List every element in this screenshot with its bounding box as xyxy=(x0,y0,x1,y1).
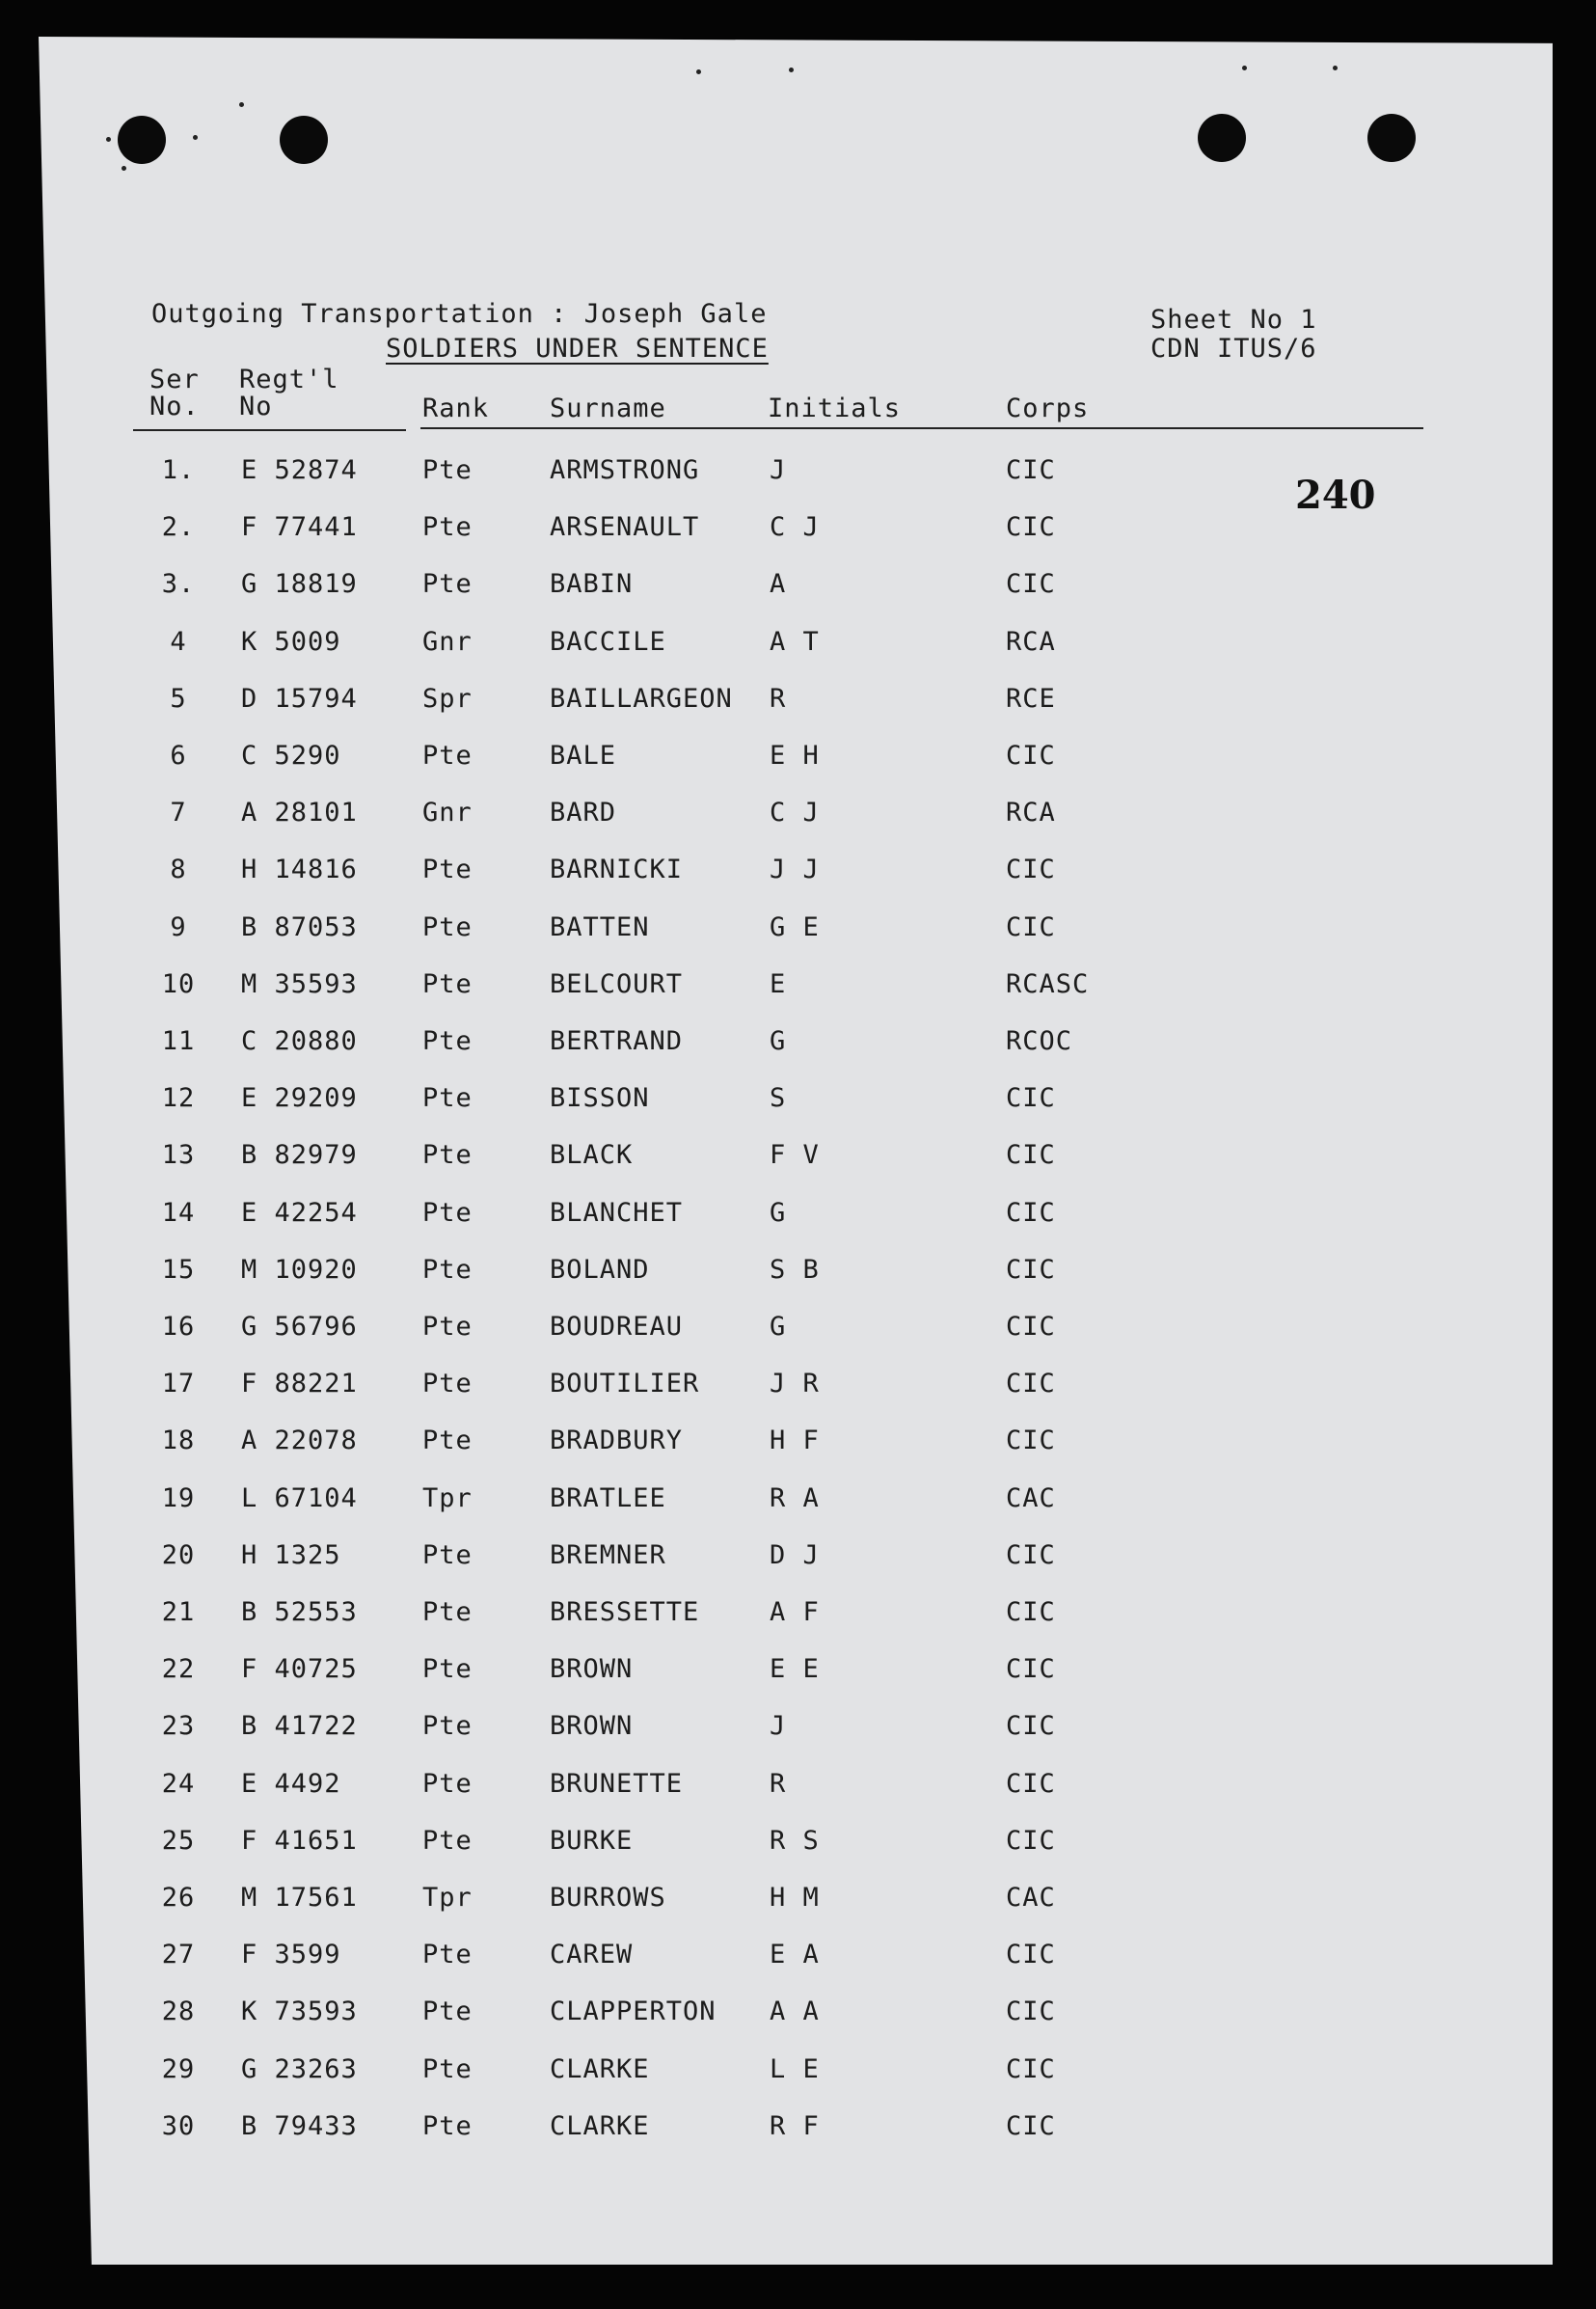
reference-code: CDN ITUS/6 xyxy=(1150,334,1317,364)
header-rule-left xyxy=(133,429,406,431)
row-rank: Pte xyxy=(422,1426,473,1455)
table-row xyxy=(0,2111,1596,2150)
row-ser-no: 17 xyxy=(161,1369,196,1399)
row-surname: BURKE xyxy=(550,1826,634,1856)
row-rank: Spr xyxy=(422,684,473,714)
row-initials: R A xyxy=(770,1483,820,1513)
table-row xyxy=(0,1597,1596,1636)
speck-mark xyxy=(1242,66,1247,70)
speck-mark xyxy=(122,166,126,171)
col-header-ser-line2: No. xyxy=(149,392,200,421)
row-ser-no: 27 xyxy=(161,1940,196,1969)
speck-mark xyxy=(1333,66,1338,70)
row-ser-no: 14 xyxy=(161,1198,196,1228)
row-initials: A xyxy=(770,569,787,599)
row-ser-no: 12 xyxy=(161,1083,196,1113)
row-initials: G E xyxy=(770,912,820,942)
row-surname: BOUDREAU xyxy=(550,1312,684,1342)
row-surname: BALE xyxy=(550,741,617,771)
row-initials: S B xyxy=(770,1255,820,1285)
row-corps: CIC xyxy=(1006,1312,1056,1342)
row-initials: J xyxy=(770,1711,787,1741)
row-regt-no: E 42254 xyxy=(241,1198,358,1228)
row-regt-no: D 15794 xyxy=(241,684,358,714)
row-surname: BRESSETTE xyxy=(550,1597,700,1627)
row-corps: CIC xyxy=(1006,1940,1056,1969)
row-corps: CIC xyxy=(1006,455,1056,485)
row-corps: CIC xyxy=(1006,1426,1056,1455)
col-header-surname: Surname xyxy=(550,394,666,423)
row-surname: BRUNETTE xyxy=(550,1769,684,1799)
row-initials: A T xyxy=(770,627,820,657)
row-corps: RCE xyxy=(1006,684,1056,714)
row-ser-no: 30 xyxy=(161,2111,196,2141)
row-ser-no: 9 xyxy=(170,912,187,942)
row-ser-no: 3. xyxy=(161,569,196,599)
row-initials: E A xyxy=(770,1940,820,1969)
table-row xyxy=(0,1083,1596,1122)
row-rank: Pte xyxy=(422,2054,473,2084)
row-rank: Pte xyxy=(422,455,473,485)
col-header-initials: Initials xyxy=(768,394,902,423)
row-regt-no: C 20880 xyxy=(241,1026,358,1056)
row-initials: C J xyxy=(770,512,820,542)
table-row xyxy=(0,1883,1596,1921)
row-corps: RCOC xyxy=(1006,1026,1073,1056)
speck-mark xyxy=(106,137,111,142)
row-surname: CLAPPERTON xyxy=(550,1997,717,2026)
row-initials: J J xyxy=(770,855,820,884)
row-surname: BACCILE xyxy=(550,627,666,657)
row-surname: BABIN xyxy=(550,569,634,599)
row-regt-no: B 79433 xyxy=(241,2111,358,2141)
speck-mark xyxy=(789,68,794,72)
row-regt-no: L 67104 xyxy=(241,1483,358,1513)
table-row xyxy=(0,1140,1596,1179)
row-surname: CLARKE xyxy=(550,2111,650,2141)
table-row xyxy=(0,1711,1596,1750)
table-row xyxy=(0,1312,1596,1350)
row-ser-no: 16 xyxy=(161,1312,196,1342)
row-ser-no: 4 xyxy=(170,627,187,657)
row-initials: F V xyxy=(770,1140,820,1170)
row-surname: BARD xyxy=(550,798,617,828)
row-corps: CIC xyxy=(1006,1711,1056,1741)
table-row xyxy=(0,627,1596,666)
row-rank: Pte xyxy=(422,1597,473,1627)
row-rank: Pte xyxy=(422,1255,473,1285)
row-ser-no: 29 xyxy=(161,2054,196,2084)
row-regt-no: A 28101 xyxy=(241,798,358,828)
header-rule-right xyxy=(420,427,1423,429)
table-row xyxy=(0,1369,1596,1407)
row-surname: BATTEN xyxy=(550,912,650,942)
row-initials: A A xyxy=(770,1997,820,2026)
row-corps: CIC xyxy=(1006,741,1056,771)
table-row xyxy=(0,1426,1596,1464)
row-regt-no: G 56796 xyxy=(241,1312,358,1342)
row-initials: H F xyxy=(770,1426,820,1455)
row-ser-no: 28 xyxy=(161,1997,196,2026)
row-corps: CIC xyxy=(1006,1826,1056,1856)
row-rank: Pte xyxy=(422,1140,473,1170)
sheet-number: Sheet No 1 xyxy=(1150,305,1317,335)
row-ser-no: 7 xyxy=(170,798,187,828)
row-initials: J R xyxy=(770,1369,820,1399)
row-rank: Gnr xyxy=(422,798,473,828)
row-ser-no: 8 xyxy=(170,855,187,884)
table-row xyxy=(0,798,1596,836)
row-surname: ARMSTRONG xyxy=(550,455,700,485)
row-ser-no: 5 xyxy=(170,684,187,714)
row-ser-no: 24 xyxy=(161,1769,196,1799)
speck-mark xyxy=(696,69,701,74)
row-surname: BAILLARGEON xyxy=(550,684,733,714)
punch-hole-left-1-icon xyxy=(118,116,166,164)
row-regt-no: F 77441 xyxy=(241,512,358,542)
row-surname: CAREW xyxy=(550,1940,634,1969)
row-surname: BISSON xyxy=(550,1083,650,1113)
row-rank: Pte xyxy=(422,1540,473,1570)
table-row xyxy=(0,455,1596,494)
row-regt-no: K 5009 xyxy=(241,627,341,657)
speck-mark xyxy=(193,135,198,140)
table-row xyxy=(0,1198,1596,1236)
row-ser-no: 21 xyxy=(161,1597,196,1627)
table-row xyxy=(0,855,1596,893)
row-rank: Tpr xyxy=(422,1483,473,1513)
row-corps: CIC xyxy=(1006,1083,1056,1113)
row-regt-no: B 82979 xyxy=(241,1140,358,1170)
row-ser-no: 13 xyxy=(161,1140,196,1170)
row-rank: Pte xyxy=(422,855,473,884)
row-rank: Pte xyxy=(422,1654,473,1684)
row-corps: CIC xyxy=(1006,1369,1056,1399)
row-regt-no: B 87053 xyxy=(241,912,358,942)
row-ser-no: 20 xyxy=(161,1540,196,1570)
row-corps: CIC xyxy=(1006,1198,1056,1228)
row-regt-no: B 52553 xyxy=(241,1597,358,1627)
row-regt-no: H 1325 xyxy=(241,1540,341,1570)
table-row xyxy=(0,512,1596,551)
row-initials: R S xyxy=(770,1826,820,1856)
row-ser-no: 11 xyxy=(161,1026,196,1056)
row-corps: CIC xyxy=(1006,512,1056,542)
row-surname: BREMNER xyxy=(550,1540,666,1570)
row-initials: G xyxy=(770,1026,787,1056)
row-ser-no: 25 xyxy=(161,1826,196,1856)
row-rank: Pte xyxy=(422,741,473,771)
row-initials: E E xyxy=(770,1654,820,1684)
table-row xyxy=(0,1769,1596,1807)
row-regt-no: M 10920 xyxy=(241,1255,358,1285)
row-surname: BRATLEE xyxy=(550,1483,666,1513)
row-initials: G xyxy=(770,1312,787,1342)
table-row xyxy=(0,1997,1596,2035)
row-ser-no: 22 xyxy=(161,1654,196,1684)
row-regt-no: C 5290 xyxy=(241,741,341,771)
row-ser-no: 23 xyxy=(161,1711,196,1741)
row-rank: Pte xyxy=(422,1026,473,1056)
row-initials: L E xyxy=(770,2054,820,2084)
row-corps: CAC xyxy=(1006,1483,1056,1513)
col-header-rank: Rank xyxy=(422,394,490,423)
punch-hole-left-2-icon xyxy=(280,116,328,164)
col-header-regt-line1: Regt'l xyxy=(239,365,339,394)
row-rank: Pte xyxy=(422,1769,473,1799)
table-row xyxy=(0,1940,1596,1978)
row-initials: J xyxy=(770,455,787,485)
row-initials: R xyxy=(770,684,787,714)
table-row xyxy=(0,1026,1596,1065)
row-rank: Pte xyxy=(422,1198,473,1228)
table-row xyxy=(0,1483,1596,1522)
row-rank: Tpr xyxy=(422,1883,473,1913)
row-corps: CIC xyxy=(1006,1997,1056,2026)
row-rank: Pte xyxy=(422,1997,473,2026)
row-rank: Pte xyxy=(422,1083,473,1113)
row-surname: ARSENAULT xyxy=(550,512,700,542)
row-regt-no: E 4492 xyxy=(241,1769,341,1799)
row-ser-no: 6 xyxy=(170,741,187,771)
row-regt-no: F 3599 xyxy=(241,1940,341,1969)
row-regt-no: A 22078 xyxy=(241,1426,358,1455)
row-rank: Pte xyxy=(422,1312,473,1342)
row-regt-no: F 88221 xyxy=(241,1369,358,1399)
row-surname: BROWN xyxy=(550,1654,634,1684)
punch-hole-right-1-icon xyxy=(1198,114,1246,162)
row-rank: Gnr xyxy=(422,627,473,657)
row-rank: Pte xyxy=(422,1826,473,1856)
row-initials: C J xyxy=(770,798,820,828)
row-corps: CIC xyxy=(1006,2111,1056,2141)
row-ser-no: 1. xyxy=(161,455,196,485)
row-ser-no: 26 xyxy=(161,1883,196,1913)
row-surname: BLACK xyxy=(550,1140,634,1170)
table-row xyxy=(0,969,1596,1008)
col-header-regt-line2: No xyxy=(239,392,273,421)
row-corps: CAC xyxy=(1006,1883,1056,1913)
row-surname: BLANCHET xyxy=(550,1198,684,1228)
speck-mark xyxy=(239,102,244,107)
row-surname: BERTRAND xyxy=(550,1026,684,1056)
table-row xyxy=(0,1654,1596,1693)
row-regt-no: E 52874 xyxy=(241,455,358,485)
row-ser-no: 10 xyxy=(161,969,196,999)
table-row xyxy=(0,1826,1596,1864)
page-number-stamp: 240 xyxy=(1295,473,1376,518)
row-corps: CIC xyxy=(1006,1597,1056,1627)
document-title: SOLDIERS UNDER SENTENCE xyxy=(386,334,769,364)
row-initials: R F xyxy=(770,2111,820,2141)
row-initials: S xyxy=(770,1083,787,1113)
row-surname: BURROWS xyxy=(550,1883,666,1913)
row-corps: CIC xyxy=(1006,855,1056,884)
row-regt-no: G 18819 xyxy=(241,569,358,599)
row-corps: CIC xyxy=(1006,569,1056,599)
table-row xyxy=(0,1255,1596,1293)
row-regt-no: F 41651 xyxy=(241,1826,358,1856)
header-line: Outgoing Transportation : Joseph Gale xyxy=(151,299,768,329)
row-corps: CIC xyxy=(1006,1654,1056,1684)
col-header-corps: Corps xyxy=(1006,394,1090,423)
row-initials: E xyxy=(770,969,787,999)
row-regt-no: K 73593 xyxy=(241,1997,358,2026)
row-regt-no: M 35593 xyxy=(241,969,358,999)
row-rank: Pte xyxy=(422,569,473,599)
row-surname: BARNICKI xyxy=(550,855,684,884)
row-regt-no: M 17561 xyxy=(241,1883,358,1913)
row-regt-no: H 14816 xyxy=(241,855,358,884)
table-row xyxy=(0,569,1596,608)
row-rank: Pte xyxy=(422,1711,473,1741)
row-initials: D J xyxy=(770,1540,820,1570)
punch-hole-right-2-icon xyxy=(1367,114,1416,162)
row-surname: BRADBURY xyxy=(550,1426,684,1455)
row-corps: RCASC xyxy=(1006,969,1090,999)
row-initials: H M xyxy=(770,1883,820,1913)
col-header-ser-line1: Ser xyxy=(149,365,200,394)
row-initials: R xyxy=(770,1769,787,1799)
row-corps: CIC xyxy=(1006,1540,1056,1570)
row-rank: Pte xyxy=(422,2111,473,2141)
row-surname: CLARKE xyxy=(550,2054,650,2084)
row-ser-no: 19 xyxy=(161,1483,196,1513)
row-corps: RCA xyxy=(1006,798,1056,828)
row-regt-no: E 29209 xyxy=(241,1083,358,1113)
row-corps: CIC xyxy=(1006,1140,1056,1170)
row-rank: Pte xyxy=(422,969,473,999)
row-surname: BOLAND xyxy=(550,1255,650,1285)
row-surname: BELCOURT xyxy=(550,969,684,999)
table-row xyxy=(0,2054,1596,2093)
row-corps: CIC xyxy=(1006,1769,1056,1799)
row-surname: BOUTILIER xyxy=(550,1369,700,1399)
row-corps: RCA xyxy=(1006,627,1056,657)
table-row xyxy=(0,1540,1596,1579)
row-regt-no: B 41722 xyxy=(241,1711,358,1741)
table-row xyxy=(0,741,1596,779)
row-rank: Pte xyxy=(422,912,473,942)
row-initials: E H xyxy=(770,741,820,771)
row-rank: Pte xyxy=(422,1369,473,1399)
row-rank: Pte xyxy=(422,512,473,542)
row-ser-no: 15 xyxy=(161,1255,196,1285)
row-corps: CIC xyxy=(1006,912,1056,942)
row-initials: G xyxy=(770,1198,787,1228)
table-row xyxy=(0,912,1596,951)
row-initials: A F xyxy=(770,1597,820,1627)
row-ser-no: 18 xyxy=(161,1426,196,1455)
row-regt-no: F 40725 xyxy=(241,1654,358,1684)
table-row xyxy=(0,684,1596,722)
row-rank: Pte xyxy=(422,1940,473,1969)
row-corps: CIC xyxy=(1006,1255,1056,1285)
row-ser-no: 2. xyxy=(161,512,196,542)
row-corps: CIC xyxy=(1006,2054,1056,2084)
row-surname: BROWN xyxy=(550,1711,634,1741)
row-regt-no: G 23263 xyxy=(241,2054,358,2084)
